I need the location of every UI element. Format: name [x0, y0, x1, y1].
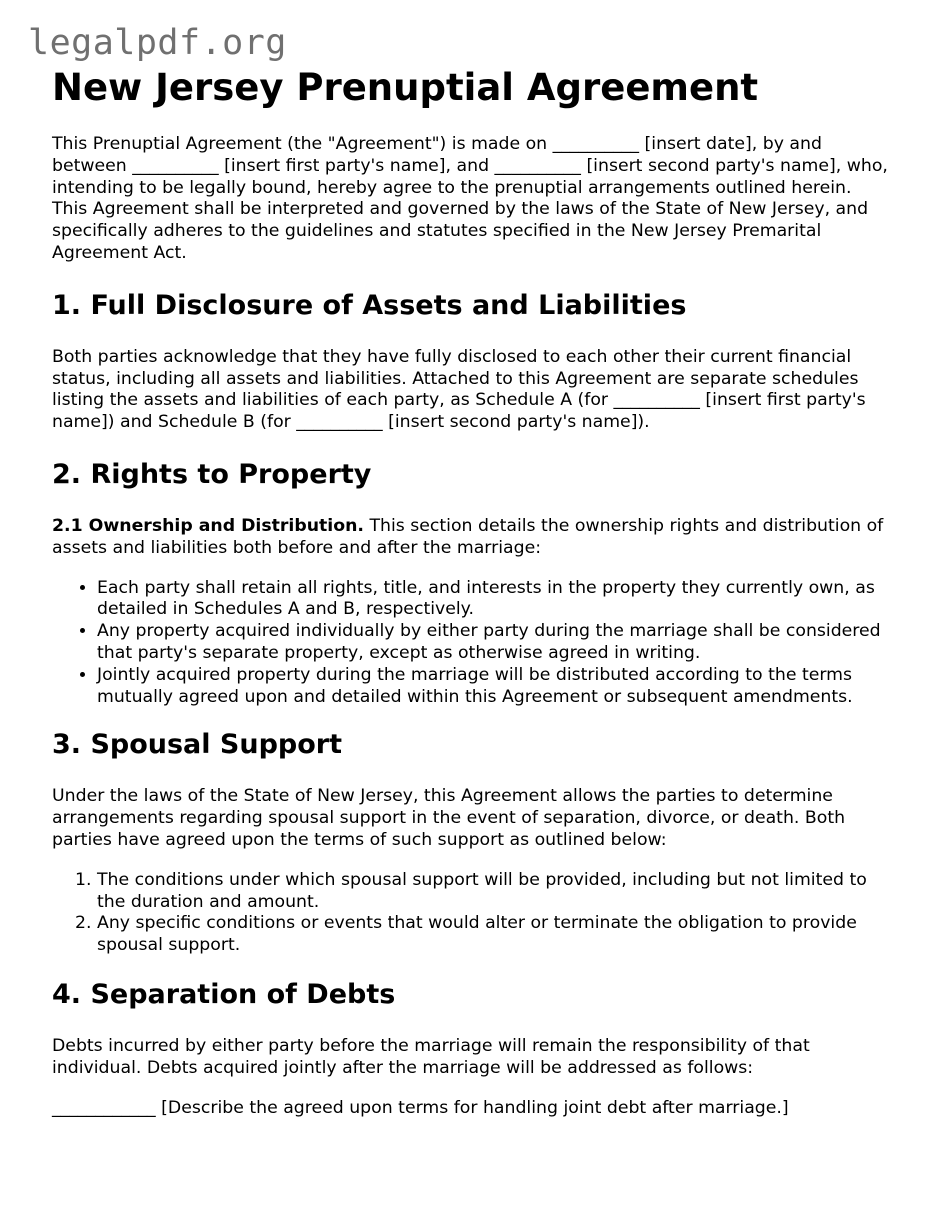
spousal-support-list: [52, 870, 892, 957]
list-item: 2. Any specific conditions or events that would alter or terminate the obligation to provide spousal support.: [97, 913, 892, 957]
section-heading-disclosure: 1. Full Disclosure of Assets and Liabilities: [52, 289, 687, 321]
spousal-support-paragraph: Under the laws of the State of New Jersey, this Agreement allows the parties to determine arrangements regarding spousal support in the event of separation, divorce, or death. Both parties have agreed upon the terms of such support as outlined below:: [52, 786, 846, 850]
document-page: [52, 66, 892, 1119]
property-rights-list: [52, 578, 892, 709]
list-item: • Each party shall retain all rights, title, and interests in the property they currently own, as detailed in Schedules A and B, respectively.: [97, 578, 892, 622]
section-heading-property: 2. Rights to Property: [52, 458, 372, 490]
ownership-subheading: 2.1 Ownership and Distribution.: [52, 515, 364, 536]
list-item: 1. The conditions under which spousal support will be provided, including but not limited to the duration and amount.: [97, 870, 892, 914]
disclosure-paragraph: Both parties acknowledge that they have fully disclosed to each other their current financial status, including all assets and liabilities. Attached to this Agreement are separate schedules listing the assets and liabilities of each party, as Schedule A (for __________ [insert first party's name]) and Schedule B (for __________ [insert second party's name]).: [52, 346, 866, 433]
joint-debt-terms-field: ____________ [Describe the agreed upon terms for handling joint debt after marriage.]: [52, 1097, 789, 1118]
ownership-text: This section details the ownership rights and distribution of assets and liabilities both before and after the marriage:: [52, 515, 884, 558]
ownership-paragraph: [52, 516, 892, 560]
list-item: • Any property acquired individually by either party during the marriage shall be considered that party's separate property, except as otherwise agreed in writing.: [97, 621, 892, 665]
debts-paragraph: Debts incurred by either party before the marriage will remain the responsibility of that individual. Debts acquired jointly after the marriage will be addressed as follows:: [52, 1035, 810, 1078]
section-heading-spousal-support: 3. Spousal Support: [52, 729, 343, 761]
document-title: New Jersey Prenuptial Agreement: [52, 66, 759, 109]
intro-paragraph: This Prenuptial Agreement (the "Agreement") is made on __________ [insert date], by and between __________ [insert first party's name], and __________ [insert second party's name], who, intending to be legally bound, hereby agree to the prenuptial arrangements outlined herein. This Agreement shall be interpreted and governed by the laws of the State of New Jersey, and specifically adheres to the guidelines and statutes specified in the New Jersey Premarital Agreement Act.: [52, 134, 888, 263]
watermark-logo: legalpdf.org: [28, 23, 287, 63]
section-heading-debts: 4. Separation of Debts: [52, 978, 396, 1010]
list-item: • Jointly acquired property during the marriage will be distributed according to the terms mutually agreed upon and detailed within this Agreement or subsequent amendments.: [97, 665, 892, 709]
